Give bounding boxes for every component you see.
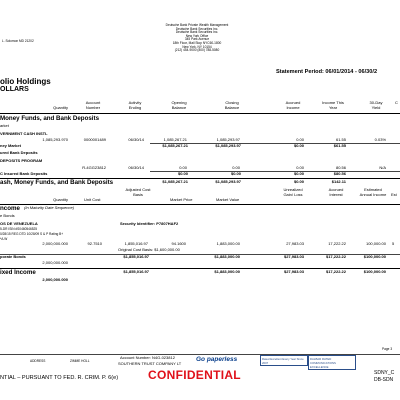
grand-interest: $17,222.22: [325, 269, 346, 274]
firm-line: New York Office: [185, 33, 209, 38]
grand-income: $142.11: [331, 179, 346, 184]
subtotal-value: $1,883,000.00: [214, 254, 240, 259]
bank-deposits-label: ured Bank Deposits: [0, 150, 38, 155]
grand-opening: $1,085,267.21: [162, 179, 188, 184]
cell-closing: 1,085,293.97: [216, 137, 240, 142]
page-title: olio Holdings: [0, 77, 51, 86]
divider: [0, 113, 400, 114]
subtotal-label: C Insured Bank Deposits: [0, 171, 48, 176]
dalbar-badge: [308, 355, 356, 370]
cell-account: R-4GG23812: [82, 165, 106, 170]
cell-price: 94.1600: [171, 241, 186, 246]
bond-desc: *A.W: [0, 237, 8, 241]
col-account-number: Account Number: [85, 100, 101, 110]
col-quantity: Quantity: [53, 197, 68, 202]
footer-account-number: Account Number: N4G-023812: [120, 355, 175, 360]
subtotal-income: $61.55: [333, 143, 346, 148]
grand-quantity: 2,000,000.000: [42, 277, 68, 282]
col-accrued-interest: Accrued Interest: [328, 187, 344, 197]
subtotal-closing: $0.00: [230, 171, 241, 176]
cell-gain: 27,983.03: [286, 241, 304, 246]
bond-subsection: e Bonds: [0, 213, 15, 218]
firm-line: New York, NY 10154: [182, 44, 212, 49]
cash-grand-label: ash, Money Funds, and Bank Deposits: [0, 179, 114, 186]
footer-left-b: ZIMME HOLL: [70, 359, 90, 363]
badge-text: DALBAR RATED COMMUNICATIONS EXCELLENCE: [310, 356, 336, 369]
firm-address-block: [152, 24, 242, 53]
cell-interest: 17,222.22: [328, 241, 346, 246]
cell-quantity: 2,000,000.000: [42, 241, 68, 246]
footer: [0, 352, 400, 400]
deposit-program-label: DEPOSITS PROGRAM: [0, 158, 43, 163]
subtotal-interest: $17,222.22: [325, 254, 346, 259]
bond-desc: 5-DR ISIN #S0460546525: [0, 227, 38, 231]
firm-line: 18th Floor, Mail Stop NYC60-1800: [172, 40, 222, 45]
subtotal-opening: $0.00: [177, 171, 188, 176]
col-unit-cost: Unit Cost: [84, 197, 101, 202]
fixed-income-grand-label: ixed Income: [0, 269, 36, 276]
col-opening-balance: Opening Balance: [171, 100, 187, 110]
col-market-value: Market Value: [216, 197, 240, 202]
firm-line: Deutsche Bank Securities Inc.: [175, 26, 219, 31]
security-identifier: Security Identifier: P7807HAF2: [120, 221, 179, 226]
subtotal-gain: $27,983.03: [283, 254, 304, 259]
cell-ending: 06/30/14: [128, 165, 144, 170]
cell-ending: 06/30/14: [128, 137, 144, 142]
col-truncated: Est: [391, 192, 397, 197]
cell-opening: 0.00: [179, 165, 187, 170]
statement-period: Statement Period: 06/01/2014 - 06/30/2: [276, 69, 378, 75]
subtotal-accrued: $0.00: [293, 143, 304, 148]
firm-line: Deutsche Bank Securities Inc.: [175, 30, 219, 35]
cell-income: 80.56: [335, 165, 346, 170]
go-paperless-logo: Go paperless: [196, 356, 238, 363]
firm-line: 345 Park Avenue: [184, 37, 210, 42]
grand-gain: $27,983.03: [283, 269, 304, 274]
client-address: L. Solomon MD 21202: [2, 39, 34, 43]
firm-line: (212) 454-9000 (800) 788-5080: [174, 48, 220, 53]
subtotal-label: ney Market: [0, 143, 21, 148]
col-income-this-year: Income This Year: [322, 100, 344, 110]
bates-id: SDNY_C: [374, 370, 395, 376]
footer-left-a: ADDRESS: [30, 359, 46, 363]
cell-quantity: 1,085,293.970: [42, 137, 68, 142]
cell-accrued: 0.00: [296, 165, 304, 170]
cell-account: 0000001489: [83, 137, 106, 142]
cell-closing: 0.00: [232, 165, 240, 170]
grand-value: $1,883,000.00: [214, 269, 240, 274]
col-unrealized: Unrealized Gain/ Loss: [283, 187, 303, 197]
original-cost: Original Cost Basis: $1,600,000.00: [118, 247, 180, 252]
bates-id: DB-SDN: [374, 377, 394, 383]
col-est-income: Estimated Annual Income: [359, 187, 387, 197]
cash-section-title: Money Funds, and Bank Deposits: [0, 115, 100, 122]
grand-accrued: $0.00: [293, 179, 304, 184]
cell-yield: 0.03%: [374, 137, 386, 142]
col-truncated: C: [395, 100, 398, 105]
maturity-note: (In Maturity Date Sequence): [24, 205, 75, 210]
dalbar-badge: [260, 355, 308, 366]
cell-income: 61.55: [335, 137, 346, 142]
subtotal-accrued: $0.00: [293, 171, 304, 176]
confidential-stamp: CONFIDENTIAL: [148, 368, 241, 382]
subtotal-closing: $1,085,293.97: [215, 143, 241, 148]
cell-opening: 1,085,267.21: [163, 137, 187, 142]
grand-closing: $1,085,293.97: [215, 179, 241, 184]
subtotal-label: porate Bonds: [0, 254, 26, 259]
cell-unit-cost: 92.7510: [87, 241, 102, 246]
subtotal-income: $80.56: [333, 171, 346, 176]
firm-line: Deutsche Bank Private Wealth Management: [165, 23, 229, 27]
fixed-income-title: ncome: [0, 205, 20, 212]
col-accrued-income: Accrued Income: [285, 100, 301, 110]
cell-value: 1,883,000.00: [216, 241, 240, 246]
page-number: Page 3: [382, 347, 393, 351]
page-subtitle: OLLARS: [0, 86, 29, 93]
col-30-day-yield: 30-Day Yield: [369, 100, 383, 110]
col-closing-balance: Closing Balance: [224, 100, 240, 110]
money-fund-name: VERNMENT CASH INSTL: [0, 131, 48, 136]
col-market-price: Market Price: [170, 197, 193, 202]
cell-cost-basis: 1,855,016.97: [124, 241, 148, 246]
subtotal-income: $100,000.00: [363, 254, 386, 259]
cell-income: 100,000.00: [365, 241, 386, 246]
confidential-legend: NTIAL – PURSUANT TO FED. R. CRIM. P. 6(e): [0, 375, 119, 381]
bond-desc: 0/28/15 REG DTD 10/28/09 S & P Rating B+: [0, 232, 64, 236]
badge-text: Rated Excellent Every Year Since 2007: [262, 356, 304, 365]
cell-accrued: 0.00: [296, 137, 304, 142]
subtotal-opening: $1,085,267.21: [162, 143, 188, 148]
footer-trust: SOUTHERN TRUST COMPANY LT: [118, 361, 182, 366]
col-adjusted-cost: Adjusted Cost Basis: [125, 187, 151, 197]
grand-cost-basis: $1,855,016.97: [123, 269, 149, 274]
col-quantity: Quantity: [53, 105, 68, 110]
subtotal-quantity: 2,000,000.000: [42, 260, 68, 265]
bond-issuer: OS DE VENEZUELA: [0, 221, 38, 226]
cash-subsection: arket: [0, 123, 9, 128]
grand-income: $100,000.00: [363, 269, 386, 274]
cell-est: 5: [392, 241, 395, 246]
subtotal-cost-basis: $1,855,016.97: [123, 254, 149, 259]
cell-yield: N/A: [379, 165, 386, 170]
col-activity-ending: Activity Ending: [128, 100, 142, 110]
